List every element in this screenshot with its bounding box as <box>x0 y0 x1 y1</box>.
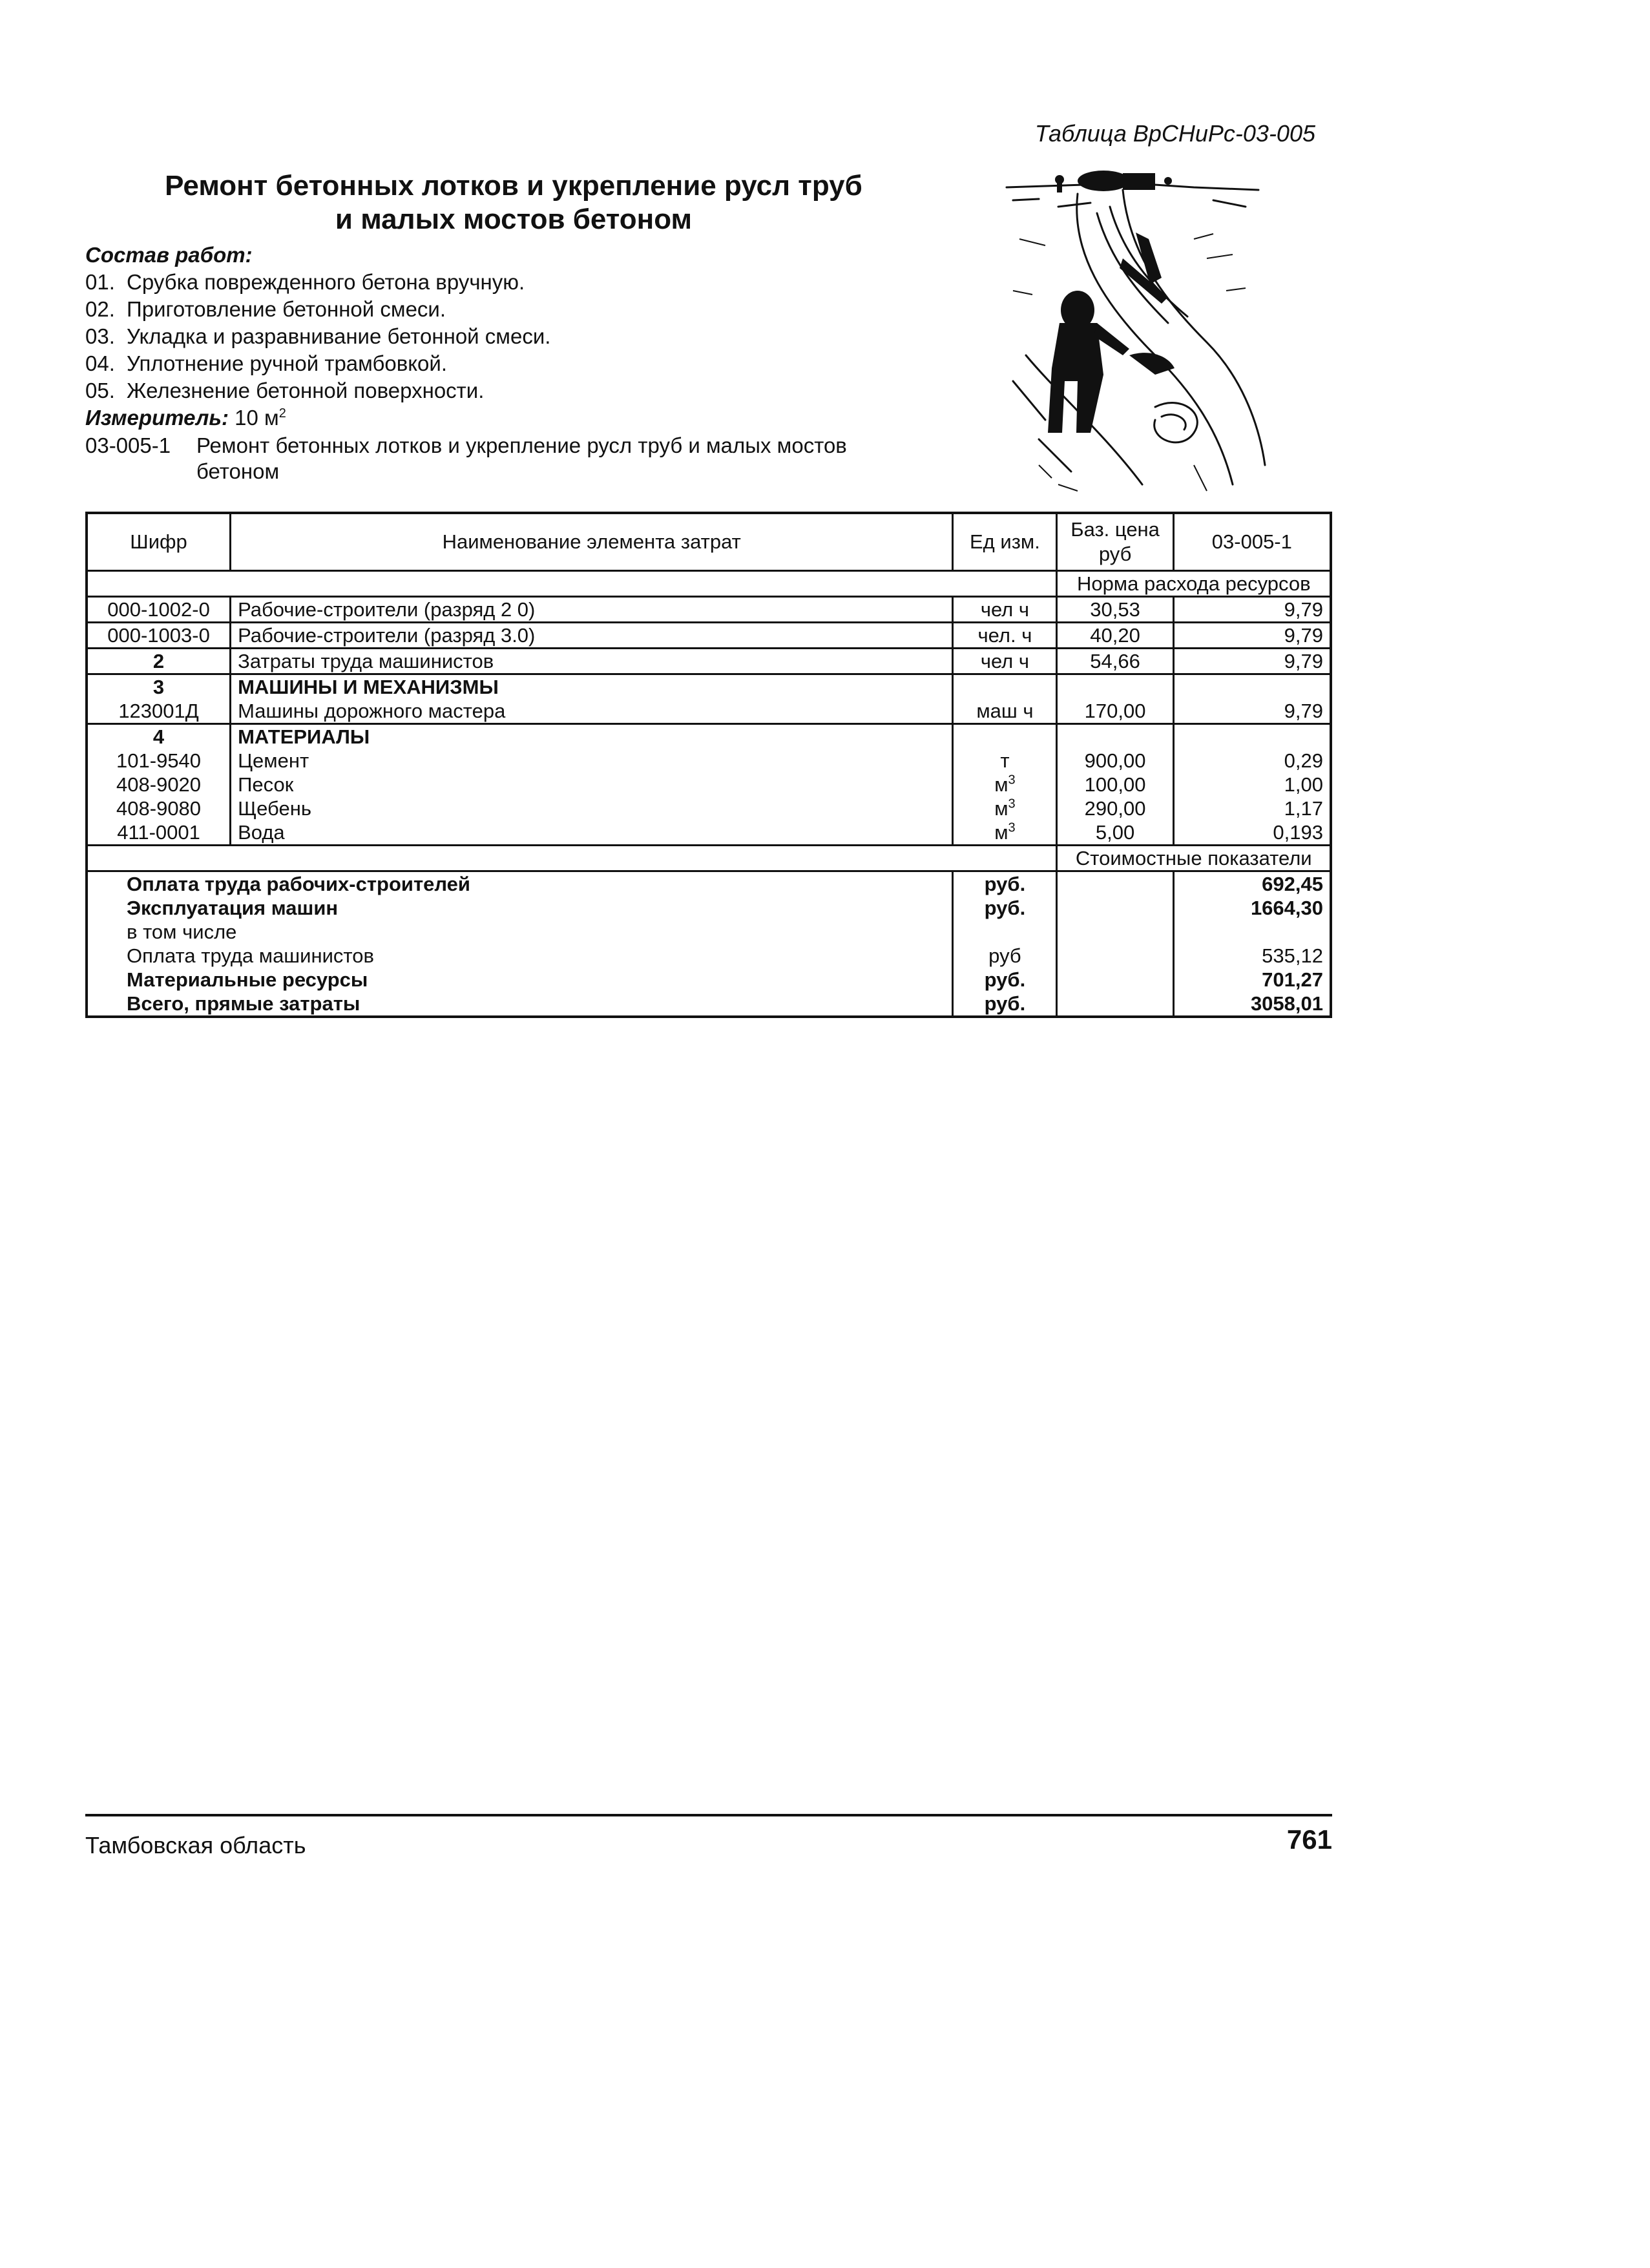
row-value: 9,79 <box>1173 623 1331 649</box>
unit-text: м <box>994 821 1008 844</box>
row-price: 900,00 <box>1057 749 1173 773</box>
row-name: Щебень <box>231 796 953 820</box>
cost-unit: руб. <box>953 871 1057 897</box>
row-price: 5,00 <box>1057 820 1173 846</box>
unit-text: м <box>994 773 1008 796</box>
unit-text: т <box>1000 749 1010 772</box>
cost-unit <box>953 920 1057 944</box>
cost-row <box>87 920 1331 944</box>
row-value: 9,79 <box>1173 649 1331 674</box>
row-unit <box>953 773 1057 796</box>
cost-value: 3058,01 <box>1173 992 1331 1017</box>
row-name: Рабочие-строители (разряд 3.0) <box>231 623 953 649</box>
table-row <box>87 649 1331 674</box>
row-name: Затраты труда машинистов <box>231 649 953 674</box>
cost-row <box>87 968 1331 992</box>
header-price <box>1057 513 1173 571</box>
cost-value: 1664,30 <box>1173 896 1331 920</box>
row-price: 100,00 <box>1057 773 1173 796</box>
empty-cell <box>1173 674 1331 700</box>
table-row <box>87 623 1331 649</box>
row-price: 30,53 <box>1057 597 1173 623</box>
norm-heading-row <box>87 571 1331 597</box>
norm-description <box>85 433 997 484</box>
row-name: Цемент <box>231 749 953 773</box>
cost-label: Всего, прямые затраты <box>87 992 953 1017</box>
workers-illustration <box>1000 161 1271 497</box>
work-item-text: Железнение бетонной поверхности. <box>127 379 485 402</box>
row-value: 0,29 <box>1173 749 1331 773</box>
row-value: 1,00 <box>1173 773 1331 796</box>
empty-cell <box>1057 992 1173 1017</box>
work-item-text: Срубка поврежденного бетона вручную. <box>127 270 525 294</box>
cost-label: Материальные ресурсы <box>87 968 953 992</box>
empty-cell <box>1057 674 1173 700</box>
work-item-number: 01. <box>85 270 115 294</box>
cost-heading: Стоимостные показатели <box>1057 846 1331 871</box>
row-name: Вода <box>231 820 953 846</box>
row-price: 40,20 <box>1057 623 1173 649</box>
page-title <box>84 169 943 236</box>
norm-text-line-1: Ремонт бетонных лотков и укрепление русл труб и малых мостов <box>196 433 847 457</box>
row-unit: чел ч <box>953 597 1057 623</box>
header-price-line-2: руб <box>1098 543 1132 565</box>
title-line-2: и малых мостов бетоном <box>335 203 693 235</box>
work-item <box>85 296 550 323</box>
work-item-text: Укладка и разравнивание бетонной смеси. <box>127 324 551 348</box>
empty-cell <box>953 724 1057 749</box>
row-value: 1,17 <box>1173 796 1331 820</box>
empty-cell <box>1057 920 1173 944</box>
cost-row <box>87 992 1331 1017</box>
work-item <box>85 269 550 296</box>
work-item-number: 03. <box>85 324 115 348</box>
title-line-1: Ремонт бетонных лотков и укрепление русл труб <box>165 170 862 202</box>
work-item <box>85 323 550 350</box>
norm-code: 03-005-1 <box>85 433 171 457</box>
table-row <box>87 773 1331 796</box>
work-item-text: Уплотнение ручной трамбовкой. <box>127 351 448 375</box>
unit-text: м <box>994 797 1008 820</box>
empty-cell <box>1057 944 1173 968</box>
empty-cell <box>1057 724 1173 749</box>
composition-label: Состав работ: <box>85 243 253 267</box>
work-item-number: 04. <box>85 351 115 375</box>
cost-unit: руб. <box>953 992 1057 1017</box>
empty-cell <box>1057 896 1173 920</box>
group-code: 3 <box>87 674 231 700</box>
measure-value: 10 м <box>235 406 279 430</box>
table-row <box>87 699 1331 724</box>
cost-value: 701,27 <box>1173 968 1331 992</box>
empty-cell <box>953 674 1057 700</box>
table-row <box>87 820 1331 846</box>
unit-exponent: 3 <box>1008 820 1016 835</box>
row-code: 2 <box>87 649 231 674</box>
table-row <box>87 597 1331 623</box>
row-name: Машины дорожного мастера <box>231 699 953 724</box>
norm-text <box>196 433 997 484</box>
cost-value <box>1173 920 1331 944</box>
row-unit: чел ч <box>953 649 1057 674</box>
row-code: 411-0001 <box>87 820 231 846</box>
row-unit <box>953 796 1057 820</box>
group-name: МАШИНЫ И МЕХАНИЗМЫ <box>231 674 953 700</box>
row-code: 000-1003-0 <box>87 623 231 649</box>
cost-unit: руб <box>953 944 1057 968</box>
table-row <box>87 749 1331 773</box>
row-value: 9,79 <box>1173 597 1331 623</box>
header-unit: Ед изм. <box>953 513 1057 571</box>
row-code: 000-1002-0 <box>87 597 231 623</box>
measure-label: Измеритель: <box>85 406 229 430</box>
row-price: 170,00 <box>1057 699 1173 724</box>
cost-label: Оплата труда рабочих-строителей <box>87 871 953 897</box>
row-price: 290,00 <box>1057 796 1173 820</box>
group-code: 4 <box>87 724 231 749</box>
table-row <box>87 796 1331 820</box>
row-unit <box>953 820 1057 846</box>
row-name: Рабочие-строители (разряд 2 0) <box>231 597 953 623</box>
cost-unit: руб. <box>953 968 1057 992</box>
cost-label: Эксплуатация машин <box>87 896 953 920</box>
row-unit <box>953 749 1057 773</box>
footer-region: Тамбовская область <box>85 1832 306 1858</box>
row-code: 408-9080 <box>87 796 231 820</box>
blank-cell <box>87 846 1057 871</box>
work-item-text: Приготовление бетонной смеси. <box>127 297 446 321</box>
cost-row <box>87 871 1331 897</box>
group-row <box>87 724 1331 749</box>
cost-label: в том числе <box>87 920 953 944</box>
empty-cell <box>1057 871 1173 897</box>
cost-value: 535,12 <box>1173 944 1331 968</box>
row-value: 9,79 <box>1173 699 1331 724</box>
header-code: Шифр <box>87 513 231 571</box>
header-name: Наименование элемента затрат <box>231 513 953 571</box>
norm-heading: Норма расхода ресурсов <box>1057 571 1331 597</box>
work-item <box>85 350 550 377</box>
work-item-number: 02. <box>85 297 115 321</box>
row-value: 0,193 <box>1173 820 1331 846</box>
blank-cell <box>87 571 1057 597</box>
cost-row <box>87 944 1331 968</box>
cost-unit: руб. <box>953 896 1057 920</box>
empty-cell <box>1057 968 1173 992</box>
cost-row <box>87 896 1331 920</box>
work-item-number: 05. <box>85 379 115 402</box>
work-list <box>85 269 550 404</box>
row-price: 54,66 <box>1057 649 1173 674</box>
empty-cell <box>1173 724 1331 749</box>
group-row <box>87 674 1331 700</box>
unit-exponent: 3 <box>1008 773 1016 787</box>
row-code: 408-9020 <box>87 773 231 796</box>
table-header-row <box>87 513 1331 571</box>
row-unit: чел. ч <box>953 623 1057 649</box>
cost-label: Оплата труда машинистов <box>87 944 953 968</box>
header-price-line-1: Баз. цена <box>1070 518 1160 541</box>
measure-exponent: 2 <box>278 406 286 421</box>
cost-value: 692,45 <box>1173 871 1331 897</box>
resource-table <box>85 512 1332 1018</box>
row-code: 123001Д <box>87 699 231 724</box>
header-value: 03-005-1 <box>1173 513 1331 571</box>
cost-heading-row <box>87 846 1331 871</box>
unit-exponent: 3 <box>1008 796 1016 811</box>
row-code: 101-9540 <box>87 749 231 773</box>
group-name: МАТЕРИАЛЫ <box>231 724 953 749</box>
work-item <box>85 377 550 404</box>
row-unit: маш ч <box>953 699 1057 724</box>
table-reference: Таблица ВрСНиРс-03-005 <box>1034 120 1315 147</box>
footer-divider <box>85 1814 1332 1816</box>
page-number: 761 <box>1286 1824 1332 1855</box>
norm-text-line-2: бетоном <box>196 459 280 483</box>
measure-line <box>85 404 286 432</box>
row-name: Песок <box>231 773 953 796</box>
